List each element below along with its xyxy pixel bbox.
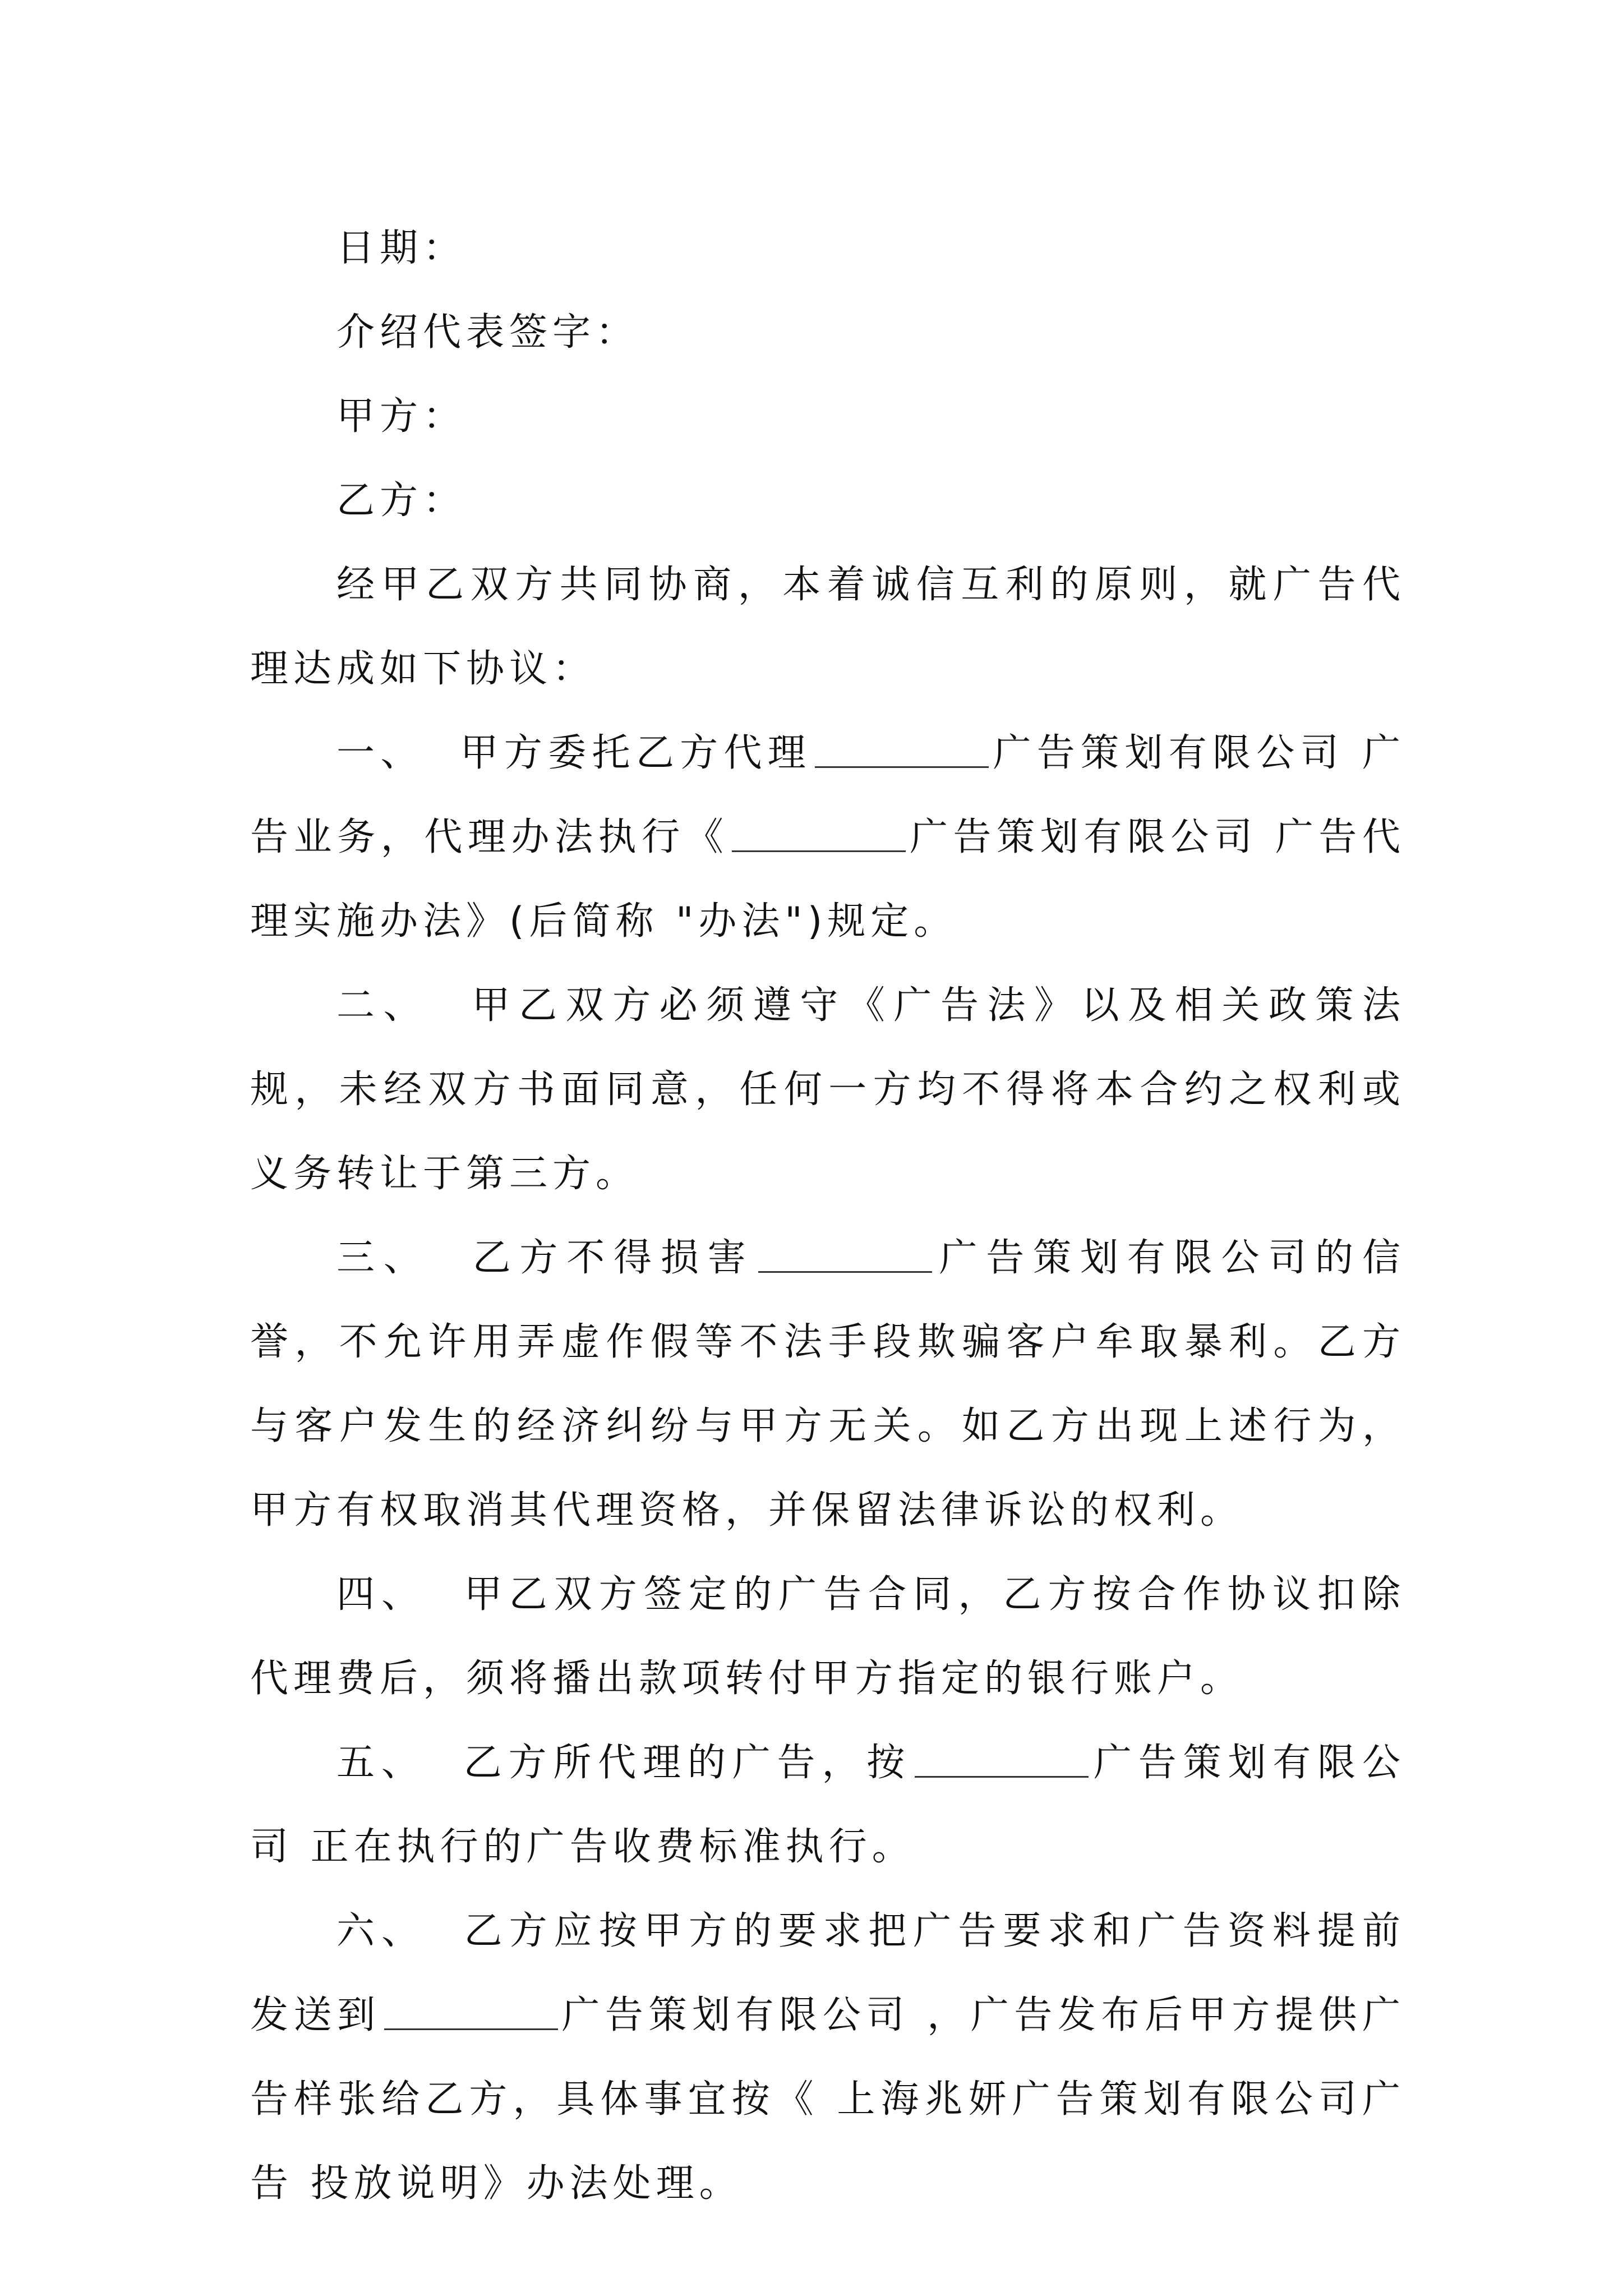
- clause-number: 三、: [336, 1236, 431, 1280]
- blank-line: [732, 816, 906, 852]
- clause-text: 乙方所代理的广告，按: [463, 1741, 912, 1785]
- clause-text: 乙方应按甲方的要求把广告要求和广告资料提前发送到: [250, 1909, 1405, 2037]
- intro-paragraph: [250, 543, 1405, 711]
- clause-2: [250, 964, 1405, 1216]
- clause-text: 乙方不得损害: [472, 1236, 755, 1280]
- rep-signature-label: 介绍代表签字：: [336, 310, 639, 355]
- date-line: [250, 206, 1405, 291]
- clause-text: 广告策划有限公司 ，广告发布后甲方提供广告样张给乙方，具体事宜按《 上海兆妍广告策划有限公司广告 投放说明》办法处理。: [250, 1993, 1405, 2206]
- clause-text: 甲乙双方必须遵守《广告法》以及相关政策法规，未经双方书面同意，任何一方均不得将本合约之权利或义务转让于第三方。: [250, 983, 1405, 1196]
- agreement-body: [250, 206, 1405, 2226]
- clause-1: [250, 711, 1405, 964]
- blank-line: [915, 1741, 1089, 1778]
- party-b-label: 乙方：: [336, 478, 467, 523]
- blank-line: [384, 1994, 558, 2030]
- blank-line: [815, 731, 989, 768]
- clause-5: [250, 1721, 1405, 1889]
- clause-text: 广告策划有限公司 广告业务，代理办法执行《: [250, 731, 1405, 859]
- party-a-label: 甲方：: [336, 394, 467, 439]
- clause-text: 甲方委托乙方代理: [460, 731, 812, 775]
- blank-line: [758, 1236, 932, 1273]
- clause-number: 六、: [336, 1909, 427, 1953]
- party-b-line: [250, 459, 1405, 543]
- clause-3: [250, 1216, 1405, 1553]
- party-a-line: [250, 375, 1405, 459]
- clause-number: 四、: [336, 1572, 427, 1617]
- clause-number: 五、: [336, 1741, 426, 1785]
- clause-6: [250, 1889, 1405, 2226]
- clause-text: 广告策划有限公司 广告代理实施办法》(后简称 "办法")规定。: [250, 815, 1405, 944]
- intro-text: 经甲乙双方共同协商，本着诚信互利的原则，就广告代理达成如下协议：: [250, 563, 1405, 691]
- clause-text: 广告策划有限公司的信誉，不允许用弄虚作假等不法手段欺骗客户牟取暴利。乙方与客户发生的经济纠纷与甲方无关。如乙方出现上述行为，甲方有权取消其代理资格，并保留法律诉讼的权利。: [250, 1236, 1405, 1533]
- date-label: 日期：: [336, 226, 467, 270]
- clause-text: 广告策划有限公司 正在执行的广告收费标准执行。: [250, 1741, 1405, 1869]
- clause-text: 甲乙双方签定的广告合同，乙方按合作协议扣除代理费后，须将播出款项转付甲方指定的银行账户。: [250, 1572, 1405, 1701]
- clause-4: [250, 1553, 1405, 1721]
- clause-number: 一、: [336, 731, 425, 775]
- clause-number: 二、: [336, 983, 431, 1028]
- rep-signature-line: [250, 291, 1405, 375]
